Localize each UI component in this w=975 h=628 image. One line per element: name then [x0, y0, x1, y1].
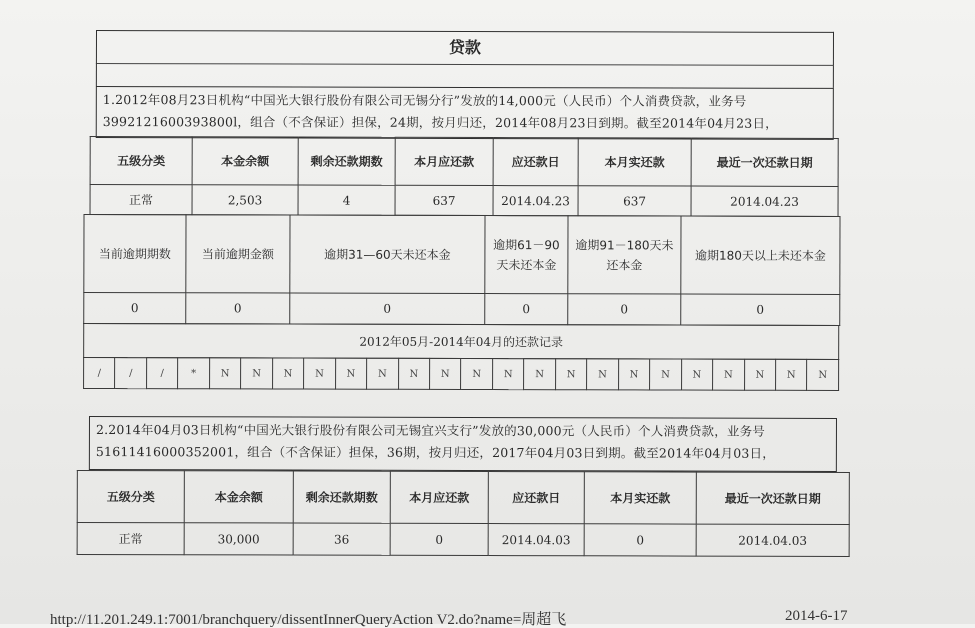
overdue-header-row [84, 214, 840, 294]
header-classification: 五级分类 [77, 470, 184, 522]
header-classification: 五级分类 [90, 136, 192, 184]
section-title: 贷款 [96, 30, 834, 66]
header-principal-balance: 本金余额 [192, 137, 298, 185]
loan-2-value-row [77, 522, 849, 556]
value-remaining-periods: 36 [293, 523, 390, 555]
header-last-payment-date: 最近一次还款日期 [696, 472, 849, 524]
value-remaining-periods: 4 [298, 185, 395, 215]
loan-1-header-row [90, 136, 838, 186]
loan-2-header-row [77, 470, 849, 524]
repayment-record-cell: N [398, 358, 430, 389]
value-last-payment-date: 2014.04.03 [696, 524, 849, 556]
value-overdue-31-60: 0 [290, 293, 485, 325]
repayment-record-cell: N [807, 359, 839, 390]
value-current-overdue-amount: 0 [186, 293, 290, 324]
loan-1-table [90, 136, 839, 217]
value-paid-this-month: 637 [578, 186, 691, 216]
page-footer [50, 608, 930, 628]
repayment-record-cell: N [241, 358, 273, 389]
value-due-date: 2014.04.03 [488, 524, 584, 556]
header-current-overdue-amount: 当前逾期金额 [186, 215, 290, 293]
repayment-record-cell: N [776, 359, 808, 390]
repayment-record-cell: N [209, 358, 241, 389]
repayment-record-cell: N [304, 358, 336, 389]
header-due-date: 应还款日 [493, 138, 578, 186]
header-last-payment-date: 最近一次还款日期 [691, 138, 838, 186]
title-spacer [96, 64, 834, 88]
repayment-record-cell: N [618, 359, 650, 390]
repayment-record-cell: N [650, 359, 682, 390]
loan-2-table [77, 470, 850, 557]
repayment-record-cell: N [524, 359, 556, 390]
header-remaining-periods: 剩余还款期数 [298, 137, 395, 185]
repayment-record-cell: N [335, 358, 367, 389]
value-due-this-month: 0 [390, 523, 488, 555]
header-overdue-61-90: 逾期61－90天未还本金 [485, 216, 568, 294]
value-overdue-180-plus: 0 [681, 294, 840, 325]
header-remaining-periods: 剩余还款期数 [293, 471, 390, 523]
overdue-value-row [84, 292, 840, 325]
value-due-this-month: 637 [395, 185, 493, 215]
value-overdue-61-90: 0 [485, 294, 568, 325]
header-overdue-180-plus: 逾期180天以上未还本金 [681, 216, 840, 294]
header-due-this-month: 本月应还款 [390, 471, 488, 523]
loan-1-description: 1.2012年08月23日机构“中国光大银行股份有限公司无锡分行”发放的14,000元（人民币）个人消费贷款，业务号3992121600393800l，组合（不含保证）担保，24期，按月归还，2014年08月23日到期。截至2014年04月23日， [96, 86, 834, 140]
repayment-record-table [83, 357, 839, 391]
value-current-overdue-periods: 0 [84, 292, 186, 323]
repayment-record-title-table [83, 323, 839, 360]
value-classification: 正常 [90, 184, 192, 214]
repayment-record-cell: N [744, 359, 776, 390]
loan-1-overdue-table [83, 214, 840, 326]
repayment-record-cell: N [681, 359, 713, 390]
repayment-record-cell: N [713, 359, 745, 390]
value-overdue-91-180: 0 [568, 294, 681, 325]
loan-2-description: 2.2014年04月03日机构“中国光大银行股份有限公司无锡宜兴支行”发放的30,000元（人民币）个人消费贷款，业务号51611416000352001，组合（不含保证）担保，36期，按月归还，2017年04月03日到期。截至2014年04月03日， [89, 416, 837, 472]
credit-report-page [95, 30, 834, 560]
header-paid-this-month: 本月实还款 [578, 138, 691, 186]
repayment-record-cell: N [555, 359, 587, 390]
value-principal-balance: 30,000 [184, 523, 293, 555]
repayment-record-cell: * [178, 358, 210, 389]
repayment-record-cell: N [367, 358, 399, 389]
repayment-record-cell: N [461, 358, 493, 389]
footer-url: http://11.201.249.1:7001/branchquery/dissentInnerQueryAction V2.do?name=周超飞 [50, 612, 567, 628]
loan-1-value-row [90, 184, 838, 216]
repayment-record-cell: / [84, 357, 116, 388]
repayment-record-cell: / [146, 358, 178, 389]
repayment-record-cell: / [115, 358, 147, 389]
value-due-date: 2014.04.23 [493, 186, 578, 216]
repayment-record-cell: N [492, 359, 524, 390]
header-overdue-31-60: 逾期31—60天未还本金 [290, 215, 485, 294]
header-principal-balance: 本金余额 [184, 471, 293, 523]
header-current-overdue-periods: 当前逾期期数 [84, 214, 186, 292]
value-paid-this-month: 0 [584, 524, 696, 556]
repayment-record-cell: N [272, 358, 304, 389]
value-classification: 正常 [77, 522, 184, 554]
header-overdue-91-180: 逾期91－180天未还本金 [568, 216, 681, 294]
value-last-payment-date: 2014.04.23 [691, 186, 838, 216]
footer-date: 2014-6-17 [785, 608, 848, 624]
repayment-record-title: 2012年05月-2014年04月的还款记录 [84, 323, 839, 359]
header-due-this-month: 本月应还款 [395, 137, 493, 185]
value-principal-balance: 2,503 [192, 185, 298, 215]
header-paid-this-month: 本月实还款 [584, 472, 696, 524]
repayment-record-cell: N [430, 358, 462, 389]
header-due-date: 应还款日 [488, 472, 584, 524]
repayment-record-row [84, 357, 839, 390]
repayment-record-cell: N [587, 359, 619, 390]
